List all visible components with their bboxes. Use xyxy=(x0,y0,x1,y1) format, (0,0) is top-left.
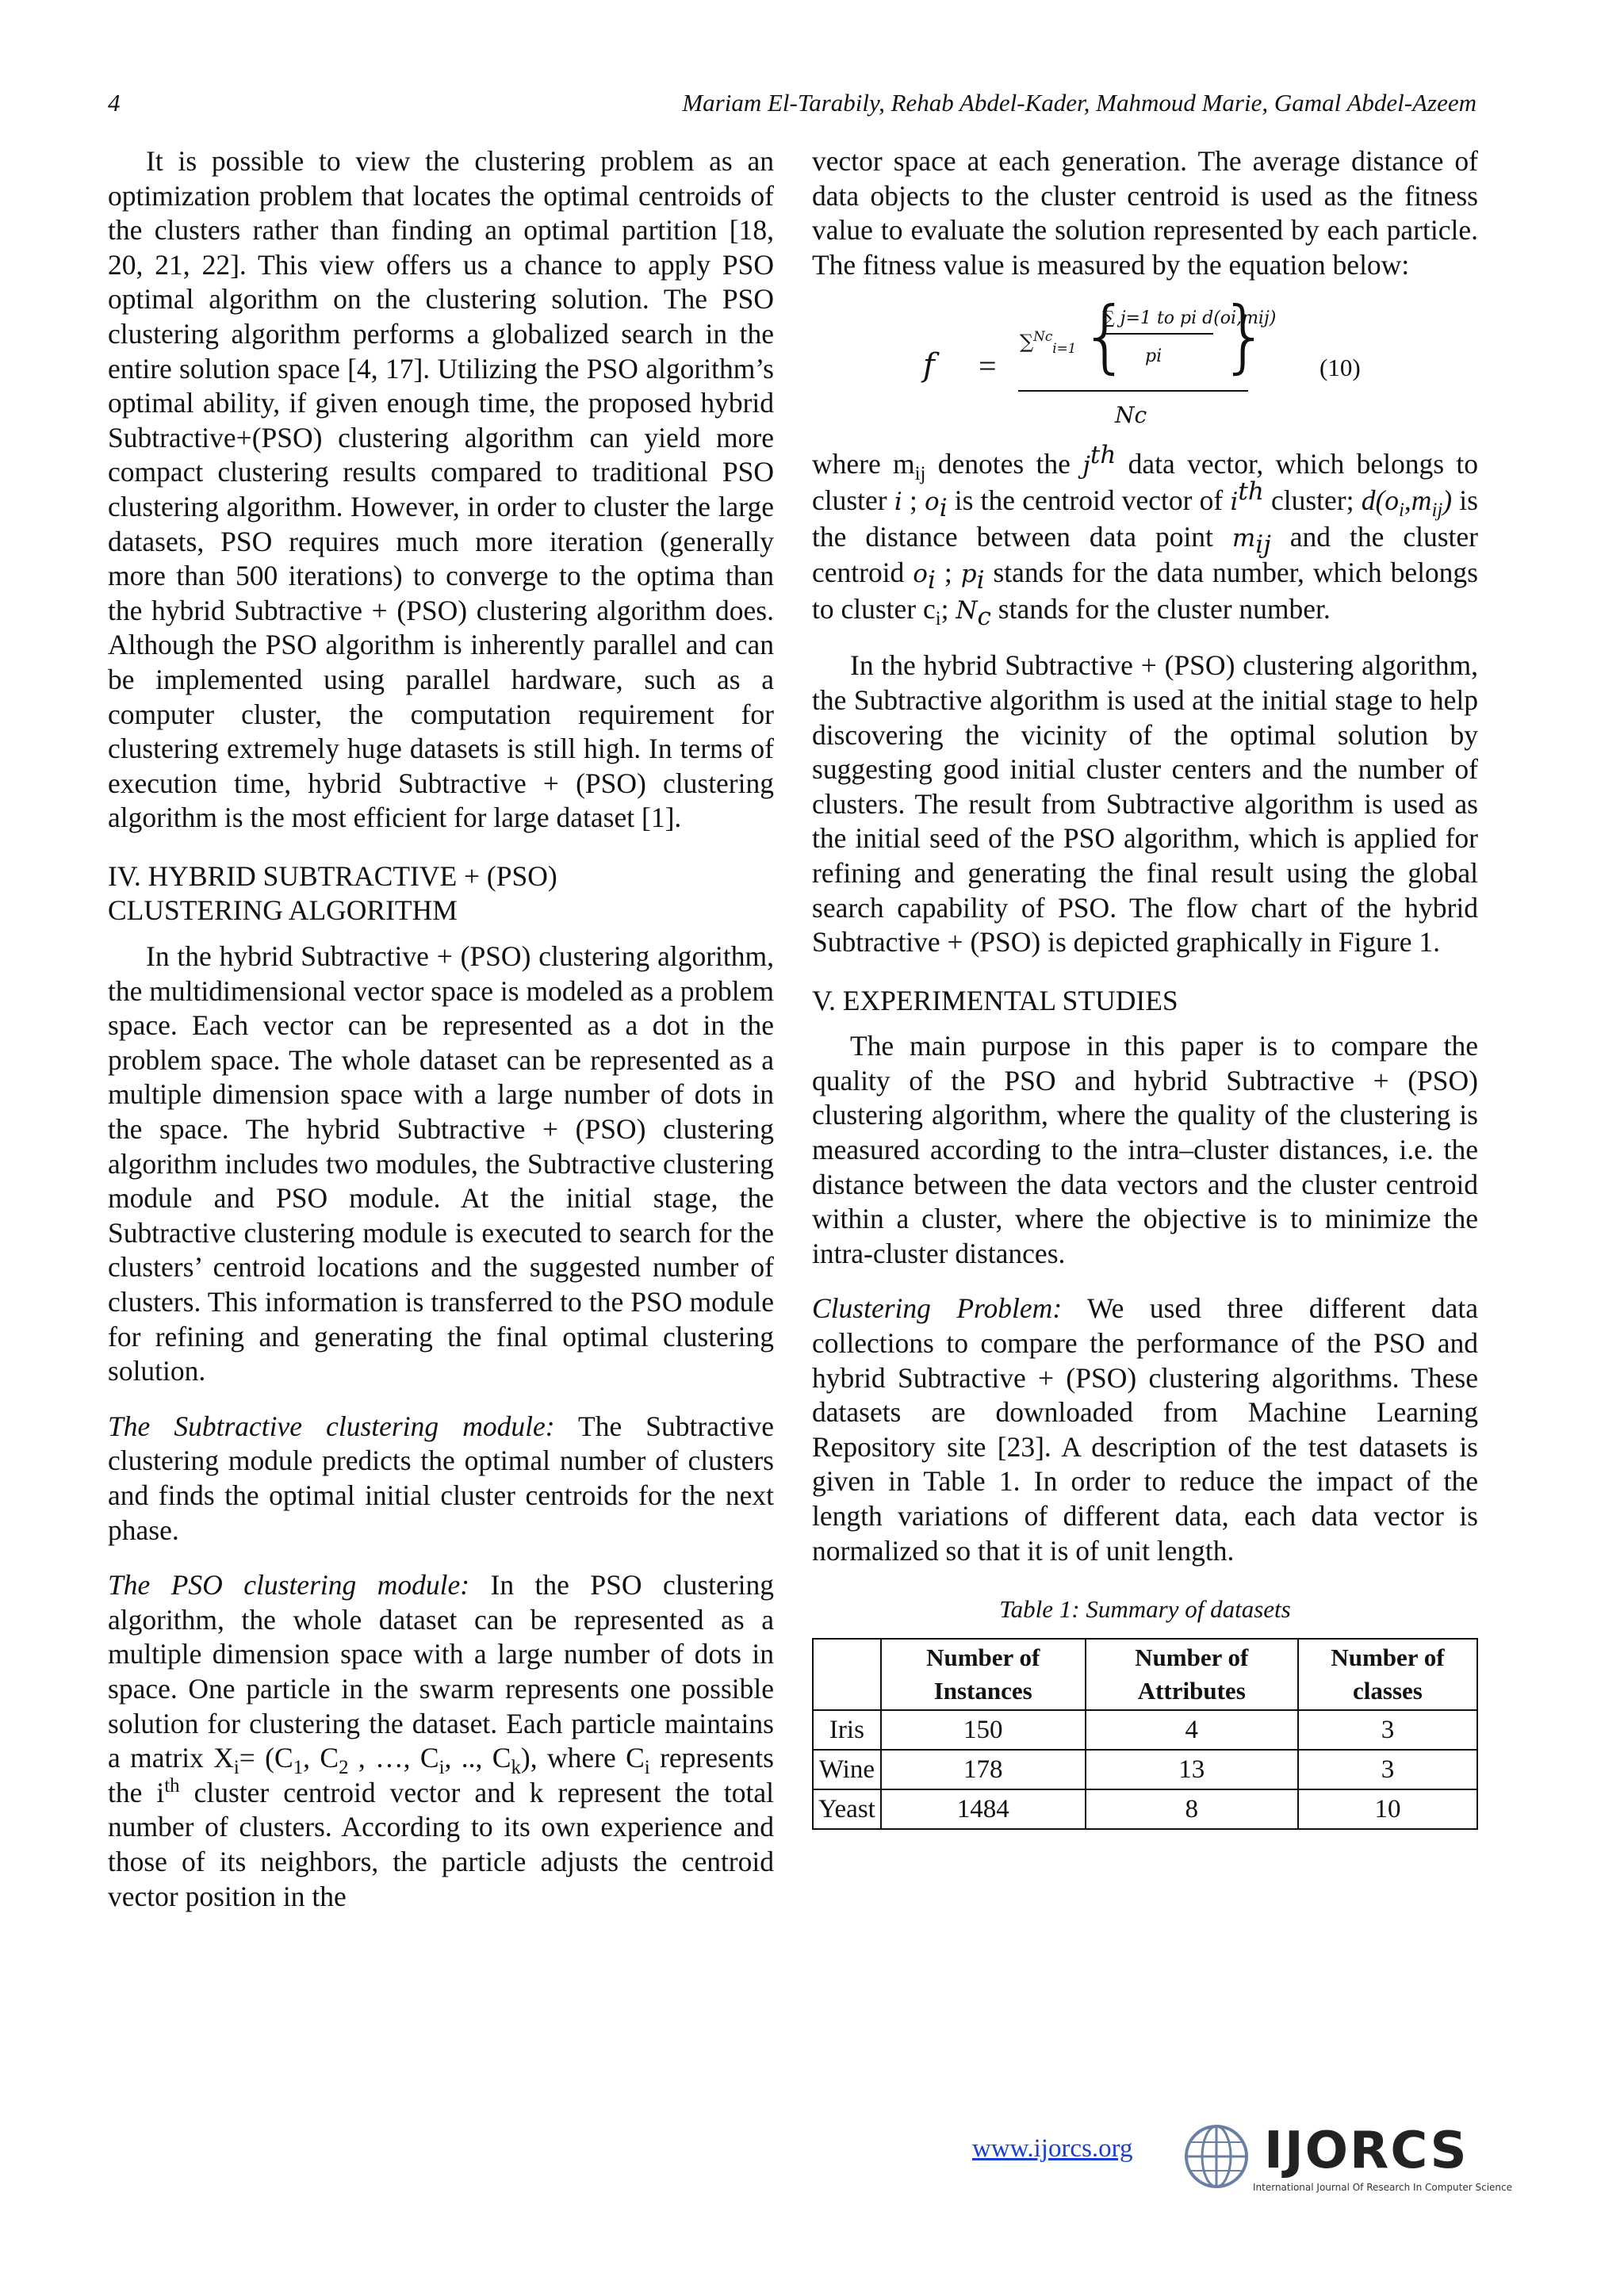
eq-fraction: ∑$^{Nc}_{i=1}$ { ∑ j=1 to pi d(oi,mij) pi } Nc xyxy=(1018,293,1248,436)
left-column xyxy=(108,144,774,1914)
table-cell: Wine xyxy=(813,1750,881,1789)
paragraph-fitness: vector space at each generation. The average distance of data objects to the cluster centroid is used as the fitness value to evaluate the solution represented by each particle. The fitness value is measured by the equation below: xyxy=(812,145,1478,281)
table-cell: 13 xyxy=(1086,1750,1298,1789)
logo-subtitle: International Journal Of Research In Computer Science xyxy=(1253,2182,1513,2193)
paragraph-subtractive-module: The Subtractive clustering module: The Subtractive clustering module predicts the optimal number of clusters and finds the optimal initial cluster centroids for the next phase. xyxy=(108,1410,774,1546)
equation-10 xyxy=(812,289,1478,439)
paragraph-purpose: The main purpose in this paper is to compare the quality of the PSO and hybrid Subtractive + (PSO) clustering algorithm, where the quality of the clustering is measured according to the intra–cluster distances, i.e. the distance between the data vectors and the cluster centroid within a cluster, where the objective is to minimize the intra-cluster distances. xyxy=(812,1030,1478,1269)
journal-logo xyxy=(1177,2118,1513,2206)
journal-website-link[interactable]: www.ijorcs.org xyxy=(972,2134,1133,2163)
table-cell: 3 xyxy=(1298,1710,1477,1750)
page-number: 4 xyxy=(108,89,121,117)
paragraph-hybrid: In the hybrid Subtractive + (PSO) clustering algorithm, the multidimensional vector space is modeled as a problem space. Each vector can be represented as a dot in the problem space. The whole dataset can be represented as a multiple dimension space with a large number of dots in the space. The hybrid Subtractive + (PSO) clustering algorithm includes two modules, the Subtractive clustering module and PSO module. At the initial stage, the Subtractive clustering module is executed to search for the clusters’ centroid locations and the suggested number of clusters. This information is transferred to the PSO module for refining and generating the final optimal clustering solution. xyxy=(108,940,774,1387)
table-cell: 4 xyxy=(1086,1710,1298,1750)
paragraph-notation: where $m_{ij}$ denotes the $j^{th}$ data vector, which belongs to cluster i ; $o_i$ is the centroid vector of $i^{th}$ cluster; $d(o_i,m_{ij})$ is the distance between data point $m_{ij}$ and the cluster centroid $o_i$ ; $p_i$ stands for the data number, which belongs to cluster $c_i$; $N_c$ stands for the cluster number. xyxy=(812,441,1479,631)
page-header xyxy=(108,89,1477,121)
datasets-table xyxy=(812,1638,1478,1830)
authors-running-head: Mariam El-Tarabily, Rehab Abdel-Kader, Mahmoud Marie, Gamal Abdel-Azeem xyxy=(682,89,1477,117)
globe-icon xyxy=(1177,2118,1264,2198)
table-caption: Table 1: Summary of datasets xyxy=(999,1595,1291,1624)
eq-inner-denominator: pi xyxy=(1145,346,1162,367)
section-v-heading: V. EXPERIMENTAL STUDIES xyxy=(812,984,1178,1016)
paragraph-intro: It is possible to view the clustering problem as an optimization problem that locates the optimal centroids of the clusters rather than finding an optimal partition [18, 20, 21, 22]. This view offers us a chance to apply PSO optimal algorithm on the clustering solution. The PSO clustering algorithm performs a globalized search in the entire solution space [4, 17]. Utilizing the PSO algorithm’s optimal ability, if given enough time, the proposed hybrid Subtractive+(PSO) clustering algorithm can yield more compact clustering results compared to traditional PSO clustering algorithm. However, in order to cluster the large datasets, PSO requires much more iteration (generally more than 500 iterations) to converge to the optima than the hybrid Subtractive + (PSO) clustering algorithm does. Although the PSO algorithm is inherently parallel and can be implemented using parallel hardware, such as a computer cluster, the computation requirement for clustering extremely huge datasets is still high. In terms of execution time, hybrid Subtractive + (PSO) clustering algorithm is the most efficient for large dataset [1]. xyxy=(108,145,774,834)
eq-denominator: Nc xyxy=(1115,402,1147,429)
table-row xyxy=(813,1789,1477,1829)
eq-equals: = xyxy=(979,348,997,385)
table-cell: 10 xyxy=(1298,1789,1477,1829)
right-column xyxy=(812,144,1478,1830)
paragraph-clustering-problem: Clustering Problem: We used three different data collections to compare the performance of the PSO and hybrid Subtractive + (PSO) clustering algorithms. These datasets are downloaded from Machine Learning Repository site [23]. A description of the test datasets is given in Table 1. In order to reduce the impact of the length variations of different data, each data vector is normalized so that it is of unit length. xyxy=(812,1292,1478,1567)
eq-number: (10) xyxy=(1320,354,1361,382)
table-header-cell xyxy=(813,1639,881,1710)
section-iv-heading: IV. HYBRID SUBTRACTIVE + (PSO) CLUSTERING ALGORITHM xyxy=(108,859,557,927)
table-header-cell: Number of Instances xyxy=(881,1639,1086,1710)
table-cell: 178 xyxy=(881,1750,1086,1789)
table-cell: 150 xyxy=(881,1710,1086,1750)
paragraph-hybrid-stage: In the hybrid Subtractive + (PSO) clustering algorithm, the Subtractive algorithm is used at the initial stage to help discovering the vicinity of the optimal solution by suggesting good initial cluster centers and the number of clusters. The result from Subtractive algorithm is used as the initial seed of the PSO algorithm, which is applied for refining and generating the final result using the global search capability of PSO. The flow chart of the hybrid Subtractive + (PSO) is depicted graphically in Figure 1. xyxy=(812,649,1478,959)
eq-outer-sum: ∑$^{Nc}_{i=1}$ xyxy=(1020,328,1077,357)
logo-wordmark: IJORCS xyxy=(1264,2122,1469,2180)
table-cell: 3 xyxy=(1298,1750,1477,1789)
table-cell: 1484 xyxy=(881,1789,1086,1829)
table-cell: Yeast xyxy=(813,1789,881,1829)
table-header-row xyxy=(813,1639,1477,1710)
table-cell: 8 xyxy=(1086,1789,1298,1829)
table-header-cell: Number of Attributes xyxy=(1086,1639,1298,1710)
eq-inner-numerator: ∑ j=1 to pi d(oi,mij) xyxy=(1102,308,1277,329)
table-header-cell: Number of classes xyxy=(1298,1639,1477,1710)
eq-lhs: f xyxy=(923,347,935,385)
table-row xyxy=(813,1710,1477,1750)
paragraph-pso-module: The PSO clustering module: In the PSO clustering algorithm, the whole dataset can be represented as a multiple dimension space with a large number of dots in space. One particle in the swarm represents one possible solution for clustering the dataset. Each particle maintains a matrix $X_i= (C_1$, $C_2$ , …, $C_i$, .., $C_k$), where $C_i$ represents the $i^{th}$ cluster centroid vector and k represent the total number of clusters. According to its own experience and those of its neighbors, the particle adjusts the centroid vector position in the xyxy=(108,1569,775,1912)
table-row xyxy=(813,1750,1477,1789)
table-cell: Iris xyxy=(813,1710,881,1750)
